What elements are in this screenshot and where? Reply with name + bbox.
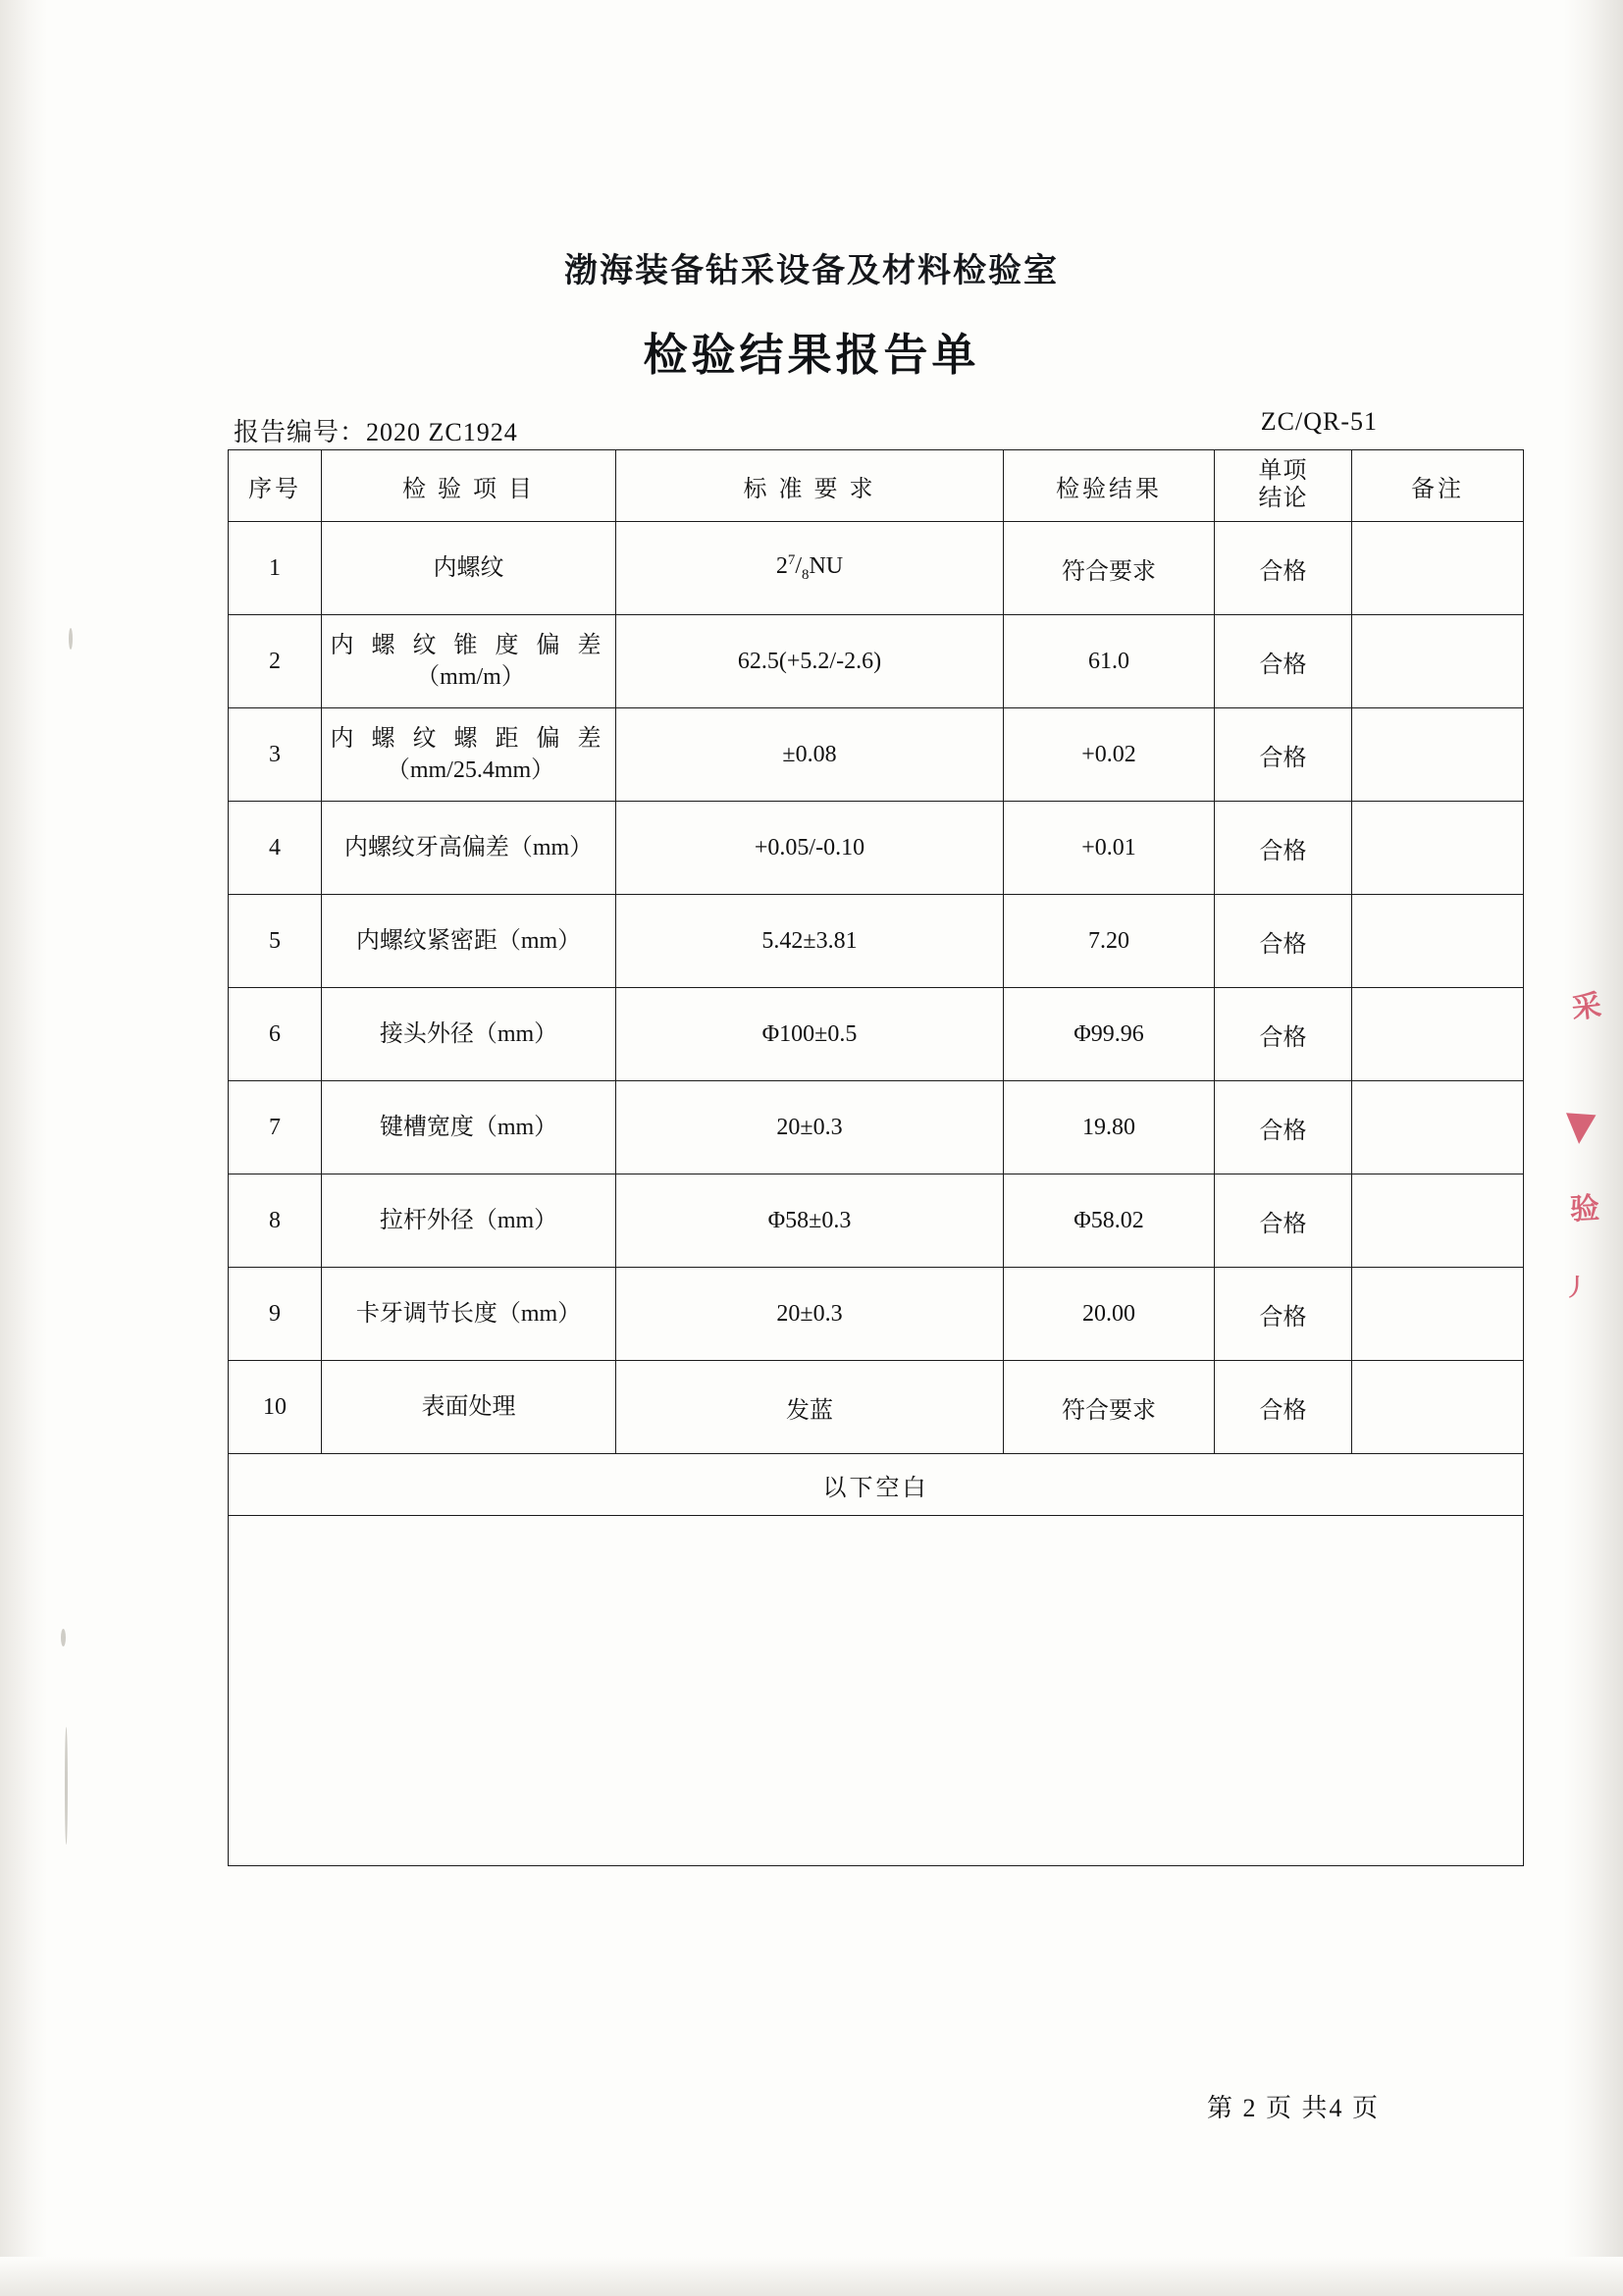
cell-item-line2: （mm/m） bbox=[416, 664, 525, 690]
cell-standard-suffix: NU bbox=[809, 553, 844, 580]
cell-standard: Φ58±0.3 bbox=[616, 1174, 1004, 1268]
cell-conclusion: 合格 bbox=[1215, 1268, 1352, 1361]
table-row bbox=[229, 1174, 1524, 1268]
cell-no: 3 bbox=[229, 708, 322, 802]
column-header-remark: 备注 bbox=[1352, 450, 1524, 522]
scan-speck bbox=[61, 1629, 66, 1646]
red-stamp-arrow-icon: ▼ bbox=[1563, 1102, 1597, 1151]
blank-note-row bbox=[229, 1454, 1524, 1516]
cell-remark bbox=[1352, 1361, 1524, 1454]
cell-no: 5 bbox=[229, 895, 322, 988]
cell-conclusion: 合格 bbox=[1215, 708, 1352, 802]
cell-item bbox=[322, 708, 616, 802]
column-header-conclusion bbox=[1215, 450, 1352, 522]
cell-standard: Φ100±0.5 bbox=[616, 988, 1004, 1081]
cell-item-line2: （mm/25.4mm） bbox=[386, 757, 555, 783]
empty-area-row bbox=[229, 1516, 1524, 1866]
cell-result: +0.01 bbox=[1004, 802, 1215, 895]
column-header-standard: 标 准 要 求 bbox=[616, 450, 1004, 522]
cell-result: 19.80 bbox=[1004, 1081, 1215, 1174]
cell-item: 键槽宽度（mm） bbox=[322, 1081, 616, 1174]
cell-remark bbox=[1352, 1081, 1524, 1174]
column-header-conclusion-line2: 结论 bbox=[1258, 486, 1308, 511]
red-stamp-mark-icon: 采 bbox=[1570, 988, 1603, 1026]
table-row bbox=[229, 708, 1524, 802]
cell-conclusion: 合格 bbox=[1215, 895, 1352, 988]
cell-item-line1: 内 螺 纹 螺 距 偏 差 bbox=[330, 725, 607, 752]
page-footer: 第 2 页 共4 页 bbox=[1206, 2094, 1380, 2122]
cell-remark bbox=[1352, 708, 1524, 802]
cell-remark bbox=[1352, 988, 1524, 1081]
cell-item: 内螺纹牙高偏差（mm） bbox=[322, 802, 616, 895]
cell-standard: +0.05/-0.10 bbox=[616, 802, 1004, 895]
cell-conclusion: 合格 bbox=[1215, 988, 1352, 1081]
cell-standard: 62.5(+5.2/-2.6) bbox=[616, 615, 1004, 708]
cell-conclusion: 合格 bbox=[1215, 1081, 1352, 1174]
org-title: 渤海装备钻采设备及材料检验室 bbox=[564, 253, 1059, 289]
cell-remark bbox=[1352, 522, 1524, 615]
cell-result: 61.0 bbox=[1004, 615, 1215, 708]
table-header-row bbox=[229, 450, 1524, 522]
table-row bbox=[229, 988, 1524, 1081]
cell-no: 4 bbox=[229, 802, 322, 895]
cell-item bbox=[322, 615, 616, 708]
cell-remark bbox=[1352, 1174, 1524, 1268]
cell-result: 符合要求 bbox=[1004, 1361, 1215, 1454]
cell-item: 接头外径（mm） bbox=[322, 988, 616, 1081]
cell-item-line1: 内 螺 纹 锥 度 偏 差 bbox=[330, 632, 607, 658]
cell-standard-sup: 7 bbox=[787, 552, 796, 569]
table-row bbox=[229, 802, 1524, 895]
table-row bbox=[229, 1268, 1524, 1361]
cell-no: 2 bbox=[229, 615, 322, 708]
cell-remark bbox=[1352, 615, 1524, 708]
cell-no: 1 bbox=[229, 522, 322, 615]
page-title: 检验结果报告单 bbox=[643, 331, 980, 380]
cell-result: Φ58.02 bbox=[1004, 1174, 1215, 1268]
scan-edge-bottom bbox=[0, 2257, 1623, 2296]
cell-standard-prefix: 2 bbox=[775, 553, 788, 580]
table-row bbox=[229, 522, 1524, 615]
cell-no: 9 bbox=[229, 1268, 322, 1361]
table-row bbox=[229, 1081, 1524, 1174]
column-header-no: 序号 bbox=[229, 450, 322, 522]
scan-speck bbox=[69, 628, 73, 650]
cell-remark bbox=[1352, 895, 1524, 988]
cell-result: 20.00 bbox=[1004, 1268, 1215, 1361]
cell-standard: 20±0.3 bbox=[616, 1268, 1004, 1361]
cell-standard-sub: 8 bbox=[802, 566, 810, 583]
cell-result: Φ99.96 bbox=[1004, 988, 1215, 1081]
red-stamp-mark2-icon: 验 bbox=[1569, 1191, 1600, 1227]
scan-speck bbox=[65, 1727, 68, 1845]
cell-result: +0.02 bbox=[1004, 708, 1215, 802]
cell-remark bbox=[1352, 802, 1524, 895]
cell-no: 7 bbox=[229, 1081, 322, 1174]
column-header-result: 检验结果 bbox=[1004, 450, 1215, 522]
form-code: ZC/QR-51 bbox=[1260, 407, 1378, 436]
column-header-conclusion-line1: 单项 bbox=[1258, 458, 1308, 485]
cell-result: 7.20 bbox=[1004, 895, 1215, 988]
cell-conclusion: 合格 bbox=[1215, 802, 1352, 895]
blank-note: 以下空白 bbox=[229, 1454, 1524, 1516]
cell-conclusion: 合格 bbox=[1215, 1174, 1352, 1268]
cell-standard: 发蓝 bbox=[616, 1361, 1004, 1454]
table-row bbox=[229, 1361, 1524, 1454]
cell-standard: 20±0.3 bbox=[616, 1081, 1004, 1174]
cell-standard: ±0.08 bbox=[616, 708, 1004, 802]
column-header-item: 检 验 项 目 bbox=[322, 450, 616, 522]
table-row bbox=[229, 895, 1524, 988]
cell-item: 内螺纹 bbox=[322, 522, 616, 615]
cell-conclusion: 合格 bbox=[1215, 522, 1352, 615]
empty-area bbox=[229, 1516, 1524, 1866]
cell-item: 拉杆外径（mm） bbox=[322, 1174, 616, 1268]
cell-no: 10 bbox=[229, 1361, 322, 1454]
red-stamp-stroke-icon: 丿 bbox=[1564, 1274, 1588, 1301]
cell-no: 8 bbox=[229, 1174, 322, 1268]
cell-item: 卡牙调节长度（mm） bbox=[322, 1268, 616, 1361]
cell-no: 6 bbox=[229, 988, 322, 1081]
cell-item: 表面处理 bbox=[322, 1361, 616, 1454]
inspection-results-table bbox=[228, 449, 1524, 1866]
cell-conclusion: 合格 bbox=[1215, 1361, 1352, 1454]
cell-result: 符合要求 bbox=[1004, 522, 1215, 615]
cell-standard: $2^7/_8NU$ bbox=[616, 522, 1004, 615]
report-number: 报告编号：2020 ZC1924 bbox=[234, 418, 518, 446]
cell-item: 内螺纹紧密距（mm） bbox=[322, 895, 616, 988]
table-row bbox=[229, 615, 1524, 708]
cell-conclusion: 合格 bbox=[1215, 615, 1352, 708]
cell-remark bbox=[1352, 1268, 1524, 1361]
cell-standard: 5.42±3.81 bbox=[616, 895, 1004, 988]
